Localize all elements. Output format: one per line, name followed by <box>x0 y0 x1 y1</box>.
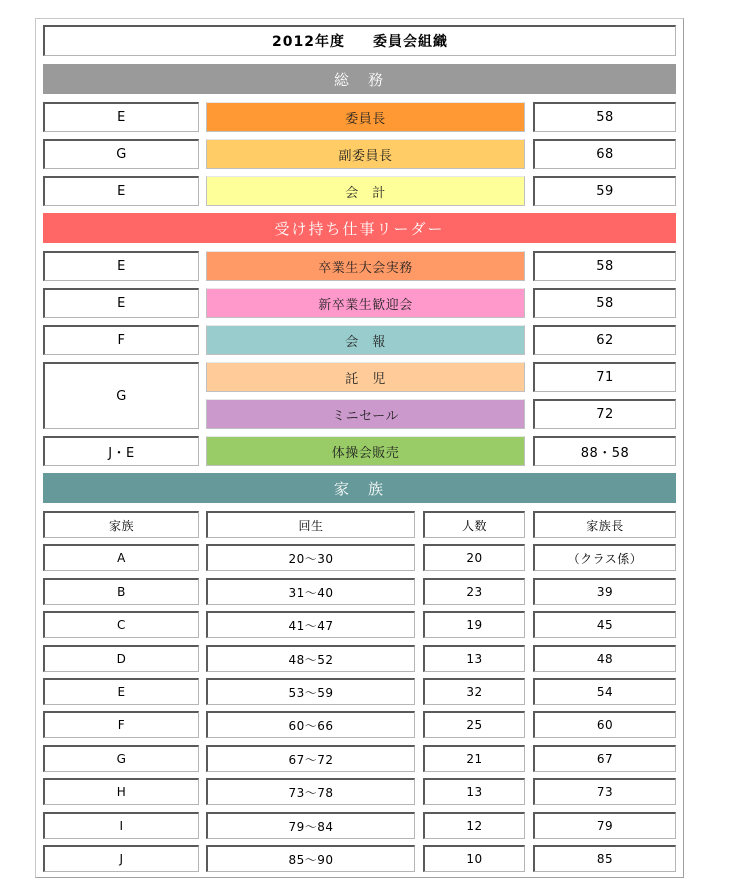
family-cell-class-years: 79～84 <box>206 812 415 839</box>
leader-member-4: 71 <box>533 362 676 392</box>
leader-group-4: G <box>43 362 199 429</box>
leader-group-1: E <box>43 251 199 281</box>
family-cell-class-years: 73～78 <box>206 778 415 805</box>
general-member-3: 59 <box>533 176 676 206</box>
leader-group-3: F <box>43 325 199 355</box>
family-cell-family-head: 48 <box>533 645 676 672</box>
family-cell-family-head: 73 <box>533 778 676 805</box>
family-cell-family-head: （クラス係） <box>533 544 676 571</box>
family-cell-count: 13 <box>423 645 525 672</box>
section-leaders-header: 受け持ち仕事リーダー <box>43 213 676 243</box>
leader-role-1: 卒業生大会実務 <box>206 251 525 281</box>
leader-role-5: ミニセール <box>206 399 525 429</box>
family-cell-class-years: 20～30 <box>206 544 415 571</box>
title-year: 2012年度 <box>272 34 345 50</box>
family-header-family: 家族 <box>43 511 199 538</box>
family-cell-count: 10 <box>423 845 525 872</box>
family-cell-family: H <box>43 778 199 805</box>
family-cell-count: 23 <box>423 578 525 605</box>
leader-group-6: J・E <box>43 436 199 466</box>
family-cell-count: 25 <box>423 711 525 738</box>
family-cell-count: 13 <box>423 778 525 805</box>
family-cell-family: C <box>43 611 199 638</box>
family-cell-family-head: 60 <box>533 711 676 738</box>
family-cell-class-years: 60～66 <box>206 711 415 738</box>
family-cell-count: 12 <box>423 812 525 839</box>
family-cell-family-head: 54 <box>533 678 676 705</box>
general-member-2: 68 <box>533 139 676 169</box>
general-group-2: G <box>43 139 199 169</box>
family-header-class-years: 回生 <box>206 511 415 538</box>
leader-role-4: 託 児 <box>206 362 525 392</box>
general-member-1: 58 <box>533 102 676 132</box>
family-cell-family: J <box>43 845 199 872</box>
family-cell-family-head: 85 <box>533 845 676 872</box>
family-cell-class-years: 53～59 <box>206 678 415 705</box>
family-cell-class-years: 31～40 <box>206 578 415 605</box>
section-general-header: 総 務 <box>43 64 676 94</box>
leader-member-3: 62 <box>533 325 676 355</box>
leader-member-6: 88・58 <box>533 436 676 466</box>
family-cell-family: D <box>43 645 199 672</box>
family-cell-count: 19 <box>423 611 525 638</box>
leader-member-2: 58 <box>533 288 676 318</box>
family-cell-family-head: 45 <box>533 611 676 638</box>
leader-role-3: 会 報 <box>206 325 525 355</box>
family-cell-family: E <box>43 678 199 705</box>
leader-group-2: E <box>43 288 199 318</box>
family-cell-family: I <box>43 812 199 839</box>
general-role-3: 会 計 <box>206 176 525 206</box>
general-role-2: 副委員長 <box>206 139 525 169</box>
family-cell-family-head: 79 <box>533 812 676 839</box>
leader-role-2: 新卒業生歓迎会 <box>206 288 525 318</box>
family-cell-class-years: 41～47 <box>206 611 415 638</box>
family-cell-count: 20 <box>423 544 525 571</box>
family-cell-family: A <box>43 544 199 571</box>
family-cell-class-years: 67～72 <box>206 745 415 772</box>
family-cell-family: F <box>43 711 199 738</box>
title-name: 委員会組織 <box>372 34 448 50</box>
leader-member-1: 58 <box>533 251 676 281</box>
family-cell-family: B <box>43 578 199 605</box>
family-header-family-head: 家族長 <box>533 511 676 538</box>
section-family-header: 家 族 <box>43 473 676 503</box>
family-cell-family-head: 39 <box>533 578 676 605</box>
page-title <box>43 25 676 56</box>
family-cell-count: 32 <box>423 678 525 705</box>
family-cell-family: G <box>43 745 199 772</box>
family-cell-class-years: 48～52 <box>206 645 415 672</box>
family-cell-class-years: 85～90 <box>206 845 415 872</box>
family-cell-family-head: 67 <box>533 745 676 772</box>
general-group-1: E <box>43 102 199 132</box>
leader-role-6: 体操会販売 <box>206 436 525 466</box>
general-role-1: 委員長 <box>206 102 525 132</box>
leader-member-5: 72 <box>533 399 676 429</box>
family-header-count: 人数 <box>423 511 525 538</box>
family-cell-count: 21 <box>423 745 525 772</box>
general-group-3: E <box>43 176 199 206</box>
